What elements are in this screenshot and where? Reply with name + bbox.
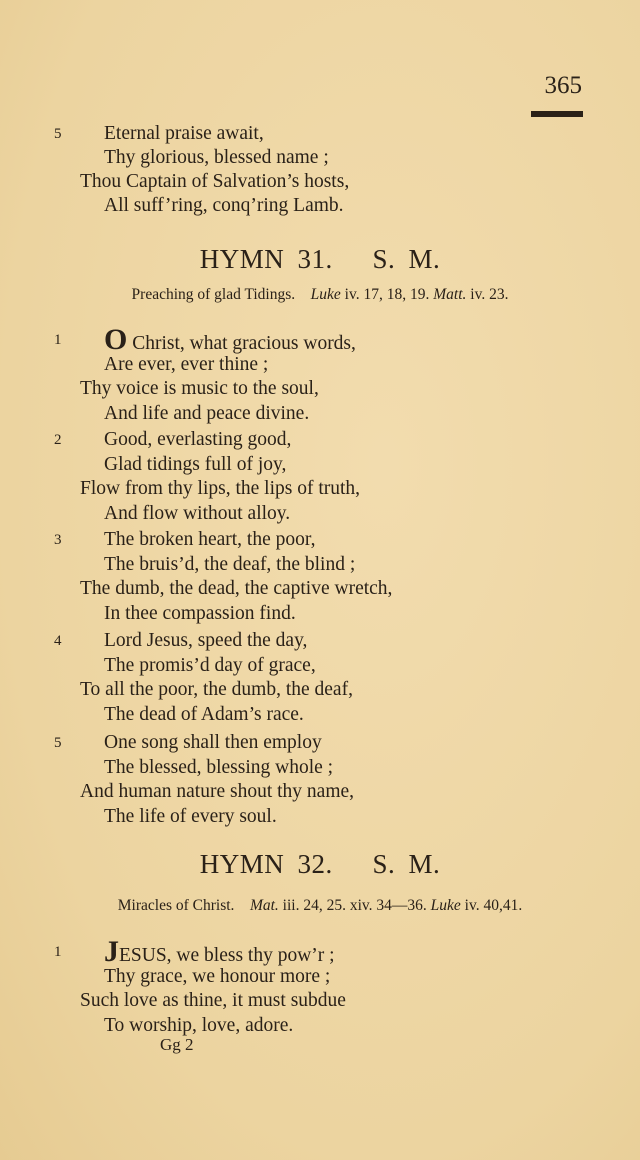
verse-line: Thou Captain of Salvation’s hosts, [80,171,350,192]
verse-line: And human nature shout thy name, [80,781,355,802]
verse-line: Such love as thine, it must subdue [80,990,346,1011]
signature-mark: Gg 2 [160,1035,194,1054]
stanza-number: 1 [54,332,62,348]
verse-line: Thy voice is music to the soul, [80,378,319,399]
drop-capital: J [104,935,119,968]
stanza-number: 4 [54,633,62,649]
verse-line: Good, everlasting good, [104,429,292,450]
verse-line: The broken heart, the poor, [104,529,316,550]
verse-line: The bruis’d, the deaf, the blind ; [104,553,356,575]
verse-line: The life of every soul. [104,805,277,827]
verse-line: To all the poor, the dumb, the deaf, [80,679,353,700]
verse-line: Thy glorious, blessed name ; [104,147,329,168]
verse-text: Christ, what gracious words, [127,333,356,354]
verse-line: One song shall then employ [104,732,322,753]
hymn-subject: Preaching of glad Tidings. [131,286,296,303]
scripture-ref: iv. 40,41. [460,897,523,914]
header-rule [531,111,583,114]
verse-line: The dumb, the dead, the captive wretch, [80,578,393,599]
verse-line: Glad tidings full of joy, [104,453,287,475]
drop-capital: O [104,323,128,356]
hymn-32-title: HYMN 32. S. M. [199,849,441,879]
verse-line: Are ever, ever thine ; [104,353,269,375]
hymn-31-subtitle [0,286,640,304]
verse-line: To worship, love, adore. [104,1014,294,1036]
hymn-31-title: HYMN 31. S. M. [199,244,441,274]
scripture-book: Matt. [433,286,467,303]
verse-line: In thee compassion find. [104,602,296,624]
hymn-32-subtitle [0,897,640,915]
scripture-book: Luke [310,286,341,303]
stanza-number: 1 [54,944,62,960]
stanza-number: 3 [54,532,62,548]
scripture-book: Mat. [249,897,279,914]
scripture-ref: iv. 17, 18, 19. [340,286,434,303]
scripture-book: Luke [430,897,461,914]
scripture-ref: iii. 24, 25. xiv. 34—36. [278,897,431,914]
verse-line: And flow without alloy. [104,502,291,524]
verse-line: Lord Jesus, speed the day, [104,630,308,651]
verse-line: Thy grace, we honour more ; [104,965,331,987]
verse-line: And life and peace divine. [104,402,310,424]
stanza-number: 2 [54,432,62,448]
stanza-number: 5 [54,735,62,751]
verse-line: The promis’d day of grace, [104,654,316,676]
verse-line: All suff’ring, conq’ring Lamb. [104,195,344,216]
verse-line: Flow from thy lips, the lips of truth, [80,478,361,499]
verse-line: Eternal praise await, [104,123,264,144]
scripture-ref: iv. 23. [466,286,509,303]
verse-line: The blessed, blessing whole ; [104,756,334,778]
verse-line: The dead of Adam’s race. [104,703,304,725]
stanza-number: 5 [54,126,62,142]
verse-text: ESUS, we bless thy pow’r ; [119,945,335,966]
hymn-subject: Miracles of Christ. [117,897,235,914]
page-number: 365 [544,72,582,99]
